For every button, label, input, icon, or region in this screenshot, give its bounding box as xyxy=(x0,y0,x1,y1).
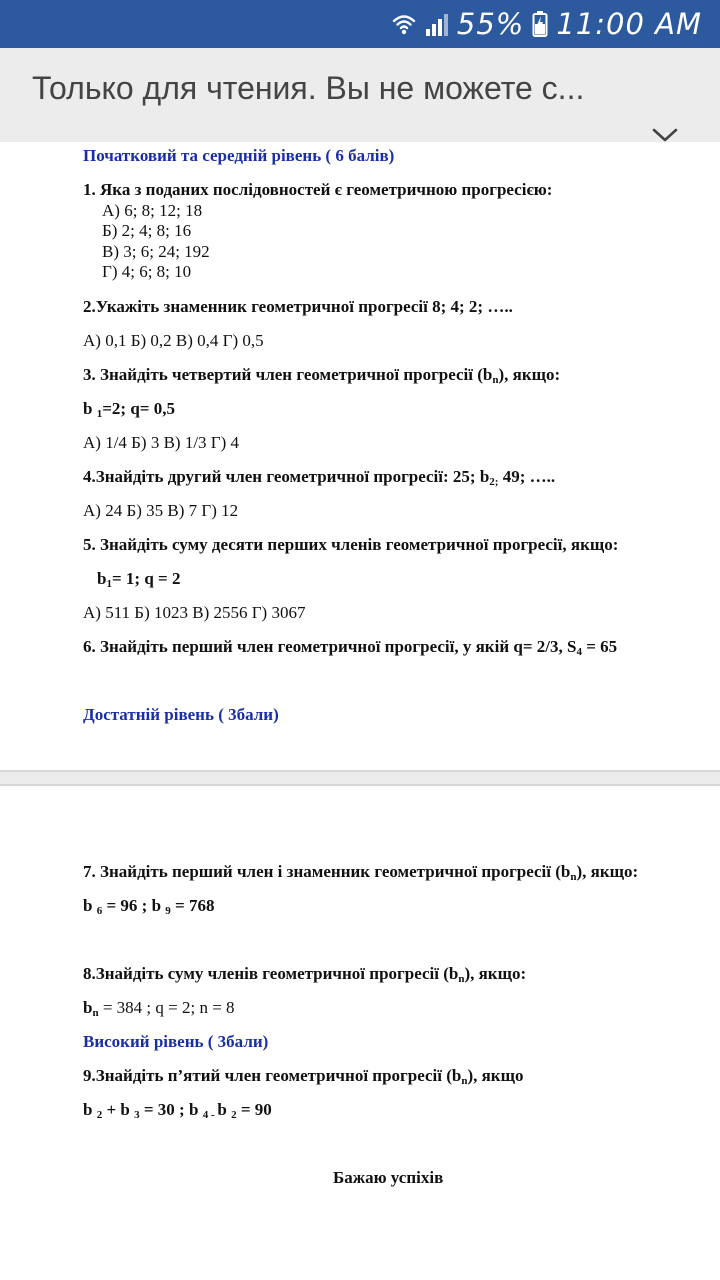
question-2: 2.Укажіть знаменник геометричної прогресії 8; 4; 2; ….. xyxy=(83,297,513,316)
question-1: 1. Яка з поданих послідовностей є геометричною прогресією: xyxy=(83,180,553,199)
question-7-condition: b $_6$ = 96 ; b $_9$ = 768 xyxy=(83,896,215,917)
page-separator xyxy=(0,770,720,786)
question-1-option-c: В) 3; 6; 24; 192 xyxy=(102,242,210,261)
section-heading-high: Високий рівень ( 3бали) xyxy=(83,1032,269,1051)
question-4: 4.Знайдіть другий член геометричної прогресії: 25; $b_{2;}$ 49; ….. xyxy=(83,467,556,488)
question-3-condition: b $_1$=2; q= 0,5 xyxy=(83,399,175,420)
document-page-2 xyxy=(0,786,720,1280)
read-only-message: Только для чтения. Вы не можете с... xyxy=(32,70,585,106)
wifi-icon xyxy=(391,11,417,37)
question-7: 7. Знайдіть перший член і знаменник геометричної прогресії $(b_n)$, якщо: xyxy=(83,862,639,883)
battery-percent: 55% xyxy=(456,7,525,41)
question-9: 9.Знайдіть п’ятий член геометричної прогресії $(b_n)$, якщо xyxy=(83,1066,524,1087)
question-3-answers: А) 1/4 Б) 3 В) 1/3 Г) 4 xyxy=(83,433,240,452)
signal-icon xyxy=(425,11,449,37)
read-only-banner[interactable] xyxy=(0,48,720,143)
clock: 11:00 AM xyxy=(556,7,702,41)
question-9-condition: b $_2$ + b $_3$ = 30 ; b $_{4 -}$ b $_2$ = 90 xyxy=(83,1100,272,1121)
question-5-answers: А) 511 Б) 1023 В) 2556 Г) 3067 xyxy=(83,603,306,622)
question-8: 8.Знайдіть суму членів геометричної прогресії $(b_n)$, якщо: xyxy=(83,964,527,985)
question-5-condition: $b_1= 1$; q = 2 xyxy=(97,569,181,590)
question-2-answers: А) 0,1 Б) 0,2 В) 0,4 Г) 0,5 xyxy=(83,331,264,350)
question-1-option-b: Б) 2; 4; 8; 16 xyxy=(102,221,192,240)
question-1-option-a: А) 6; 8; 12; 18 xyxy=(102,201,203,220)
question-3: 3. Знайдіть четвертий член геометричної прогресії $(b_n)$, якщо: xyxy=(83,365,561,386)
document-page-1 xyxy=(0,142,720,770)
question-6: 6. Знайдіть перший член геометричної прогресії, у якій q= 2/3, $S_4 = 65$ xyxy=(83,637,618,658)
status-indicators xyxy=(391,6,702,42)
question-5: 5. Знайдіть суму десяти перших членів геометричної прогресії, якщо: xyxy=(83,535,619,554)
closing-wish: Бажаю успіхів xyxy=(333,1168,444,1187)
question-4-answers: А) 24 Б) 35 В) 7 Г) 12 xyxy=(83,501,239,520)
status-bar xyxy=(0,0,720,48)
section-heading-sufficient: Достатній рівень ( 3бали) xyxy=(83,705,279,724)
battery-icon xyxy=(532,10,548,38)
question-8-condition: $b_n = 384$ ; q = 2; n = 8 xyxy=(83,998,235,1019)
section-heading-initial: Початковий та середній рівень ( 6 балів) xyxy=(83,146,395,165)
question-1-option-d: Г) 4; 6; 8; 10 xyxy=(102,262,192,281)
